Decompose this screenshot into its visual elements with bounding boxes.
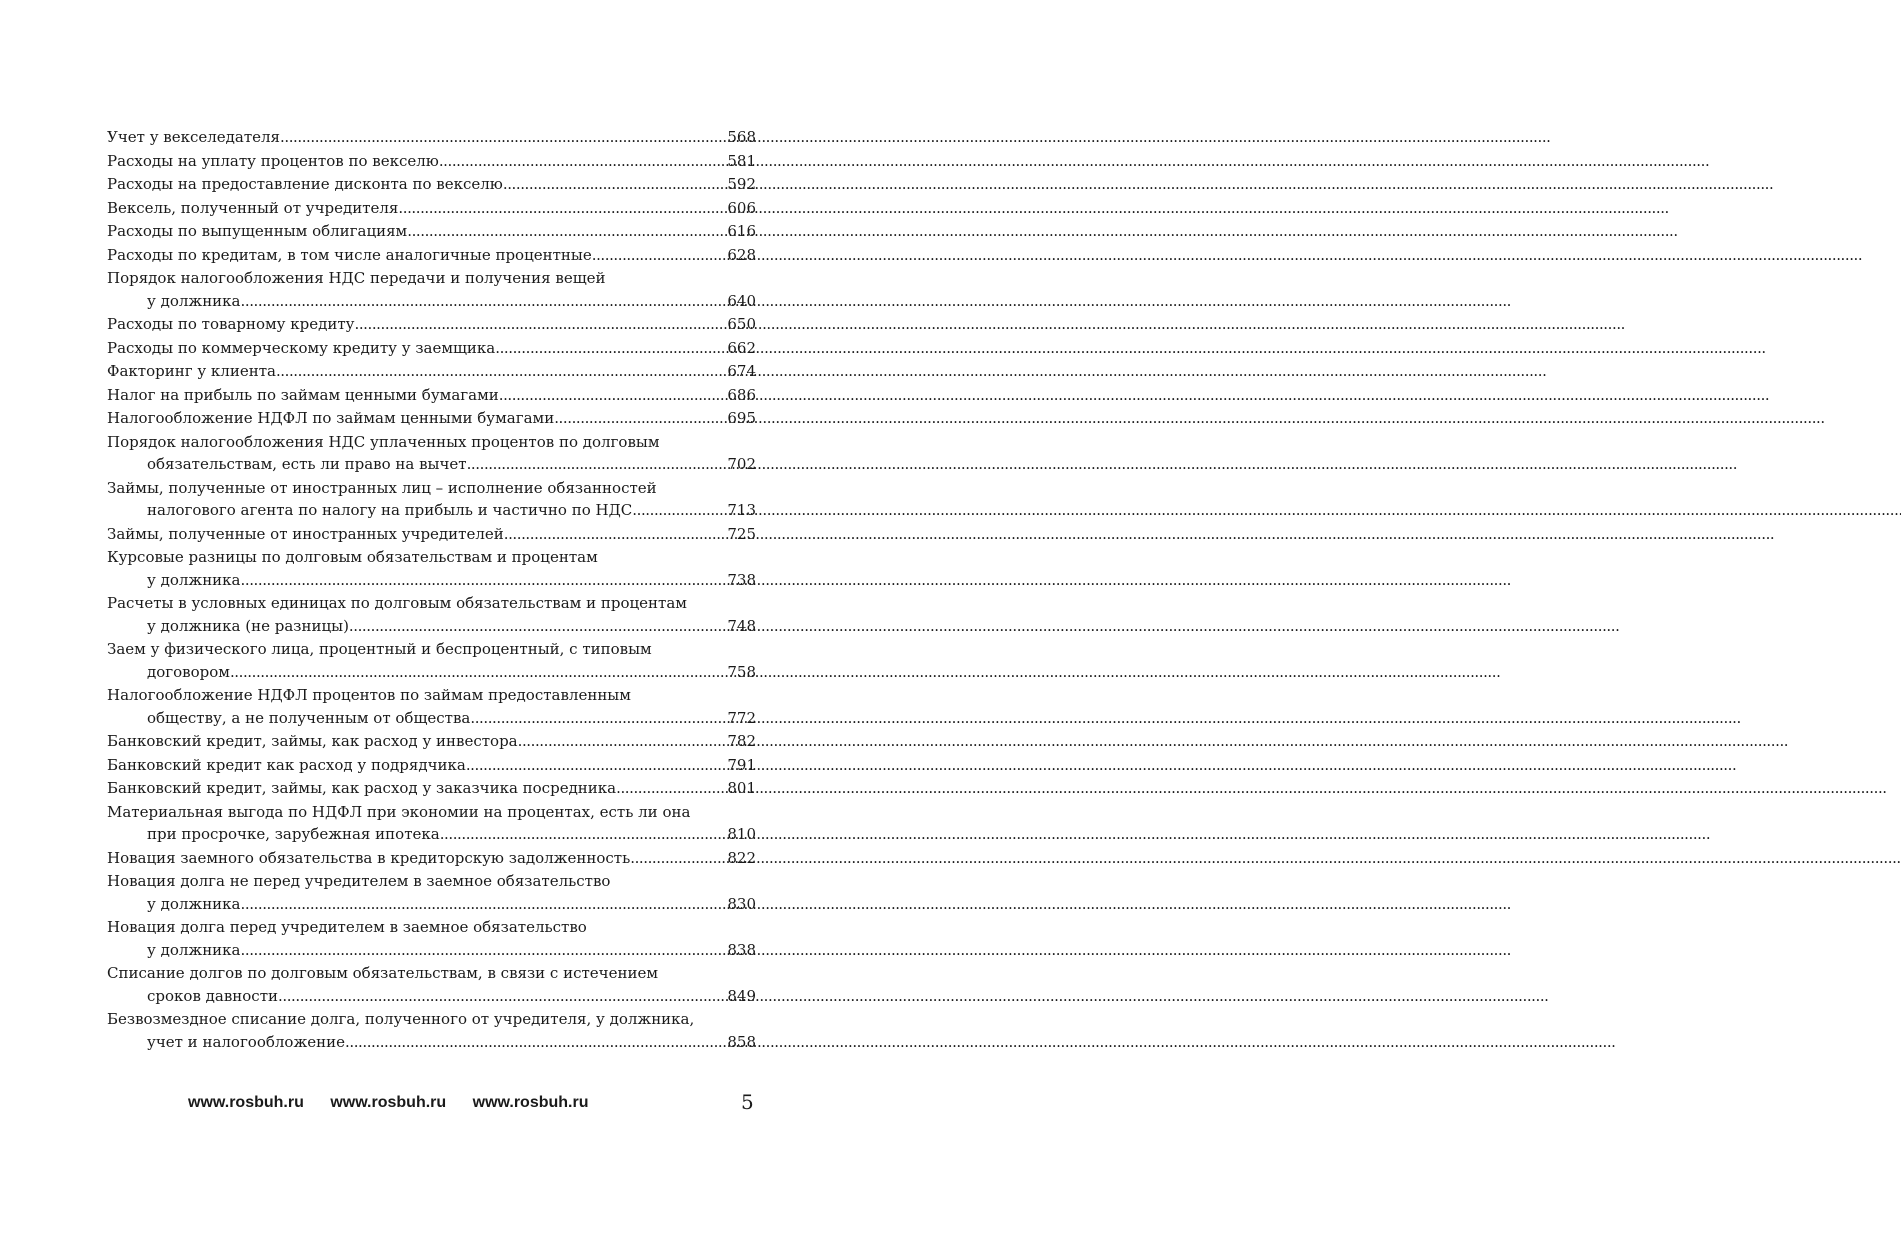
dot-leader bbox=[466, 754, 714, 777]
toc-page-number: 662 bbox=[727, 338, 756, 357]
toc-entry-title-line: Расходы по коммерческому кредиту у заемщика bbox=[107, 338, 496, 357]
toc-entry[interactable] bbox=[107, 126, 756, 149]
toc-entry-title-line: Новация долга не перед учредителем в заемное обязательство bbox=[107, 872, 611, 890]
toc-entry-row bbox=[107, 360, 756, 383]
toc-page-number: 606 bbox=[727, 198, 756, 217]
toc-entry-row bbox=[107, 407, 756, 430]
toc-entry[interactable] bbox=[107, 384, 756, 407]
toc-page-number: 674 bbox=[727, 362, 756, 380]
toc-entry-row bbox=[107, 615, 756, 638]
dot-leader bbox=[241, 569, 714, 592]
toc-entry-row bbox=[107, 847, 756, 870]
dot-leader bbox=[230, 661, 714, 684]
table-of-contents bbox=[107, 126, 756, 1054]
toc-entry[interactable] bbox=[107, 244, 756, 267]
toc-entry[interactable] bbox=[107, 638, 756, 683]
dot-leader bbox=[276, 360, 714, 383]
dot-leader bbox=[439, 150, 714, 173]
toc-page-number: 858 bbox=[727, 1032, 756, 1051]
dot-leader bbox=[241, 893, 714, 916]
toc-entry-title-line: договором bbox=[147, 662, 230, 681]
dot-leader bbox=[518, 730, 714, 753]
toc-page-number: 772 bbox=[727, 708, 756, 727]
toc-page-number: 748 bbox=[727, 616, 756, 635]
toc-entry[interactable] bbox=[107, 337, 756, 360]
dot-leader bbox=[407, 220, 714, 243]
toc-entry[interactable] bbox=[107, 916, 756, 961]
toc-entry-row bbox=[107, 499, 756, 522]
toc-entry-title-line: Порядок налогообложения НДС уплаченных процентов по долговым bbox=[107, 432, 660, 451]
toc-entry-title-line: у должника bbox=[147, 291, 241, 310]
toc-entry-row bbox=[107, 313, 756, 336]
toc-entry-title-line: Курсовые разницы по долговым обязательствам и процентам bbox=[107, 548, 598, 566]
toc-entry-title-line: Материальная выгода по НДФЛ при экономии на процентах, есть ли она bbox=[107, 802, 691, 821]
toc-entry[interactable] bbox=[107, 870, 756, 915]
toc-entry-title-line: Налогообложение НДФЛ процентов по займам предоставленным bbox=[107, 686, 631, 704]
toc-page-number: 702 bbox=[727, 455, 756, 473]
toc-page-number: 628 bbox=[727, 245, 756, 264]
toc-page-number: 738 bbox=[727, 570, 756, 589]
dot-leader bbox=[632, 499, 714, 522]
toc-entry-title-line: сроков давности bbox=[147, 986, 279, 1005]
toc-entry-row bbox=[107, 453, 756, 476]
toc-page-number: 838 bbox=[727, 940, 756, 959]
toc-entry[interactable] bbox=[107, 197, 756, 220]
toc-page-number: 801 bbox=[727, 779, 756, 797]
toc-entry-title-line: при просрочке, зарубежная ипотека bbox=[147, 825, 440, 843]
toc-entry[interactable] bbox=[107, 173, 756, 196]
footer-link[interactable]: www.rosbuh.ru bbox=[330, 1094, 447, 1111]
toc-entry-row bbox=[107, 985, 756, 1008]
toc-entry-row bbox=[107, 244, 756, 267]
toc-entry-row bbox=[107, 523, 756, 546]
dot-leader bbox=[616, 777, 714, 800]
dot-leader bbox=[278, 985, 714, 1008]
toc-page-number: 822 bbox=[727, 848, 756, 867]
toc-entry-row bbox=[107, 337, 756, 360]
dot-leader bbox=[470, 707, 714, 730]
toc-entry-row bbox=[107, 893, 756, 916]
toc-entry-title-line: Расходы по кредитам, в том числе аналогичные процентные bbox=[107, 245, 592, 264]
toc-entry-row bbox=[107, 126, 756, 149]
dot-leader bbox=[554, 407, 714, 430]
toc-entry-row bbox=[107, 661, 756, 684]
toc-entry-title-line: Расходы на предоставление дисконта по векселю bbox=[107, 175, 503, 193]
toc-entry-row bbox=[107, 730, 756, 753]
dot-leader bbox=[398, 197, 714, 220]
dot-leader bbox=[241, 939, 714, 962]
toc-page-number: 713 bbox=[727, 501, 756, 519]
dot-leader bbox=[241, 290, 714, 313]
toc-page-number: 782 bbox=[727, 732, 756, 750]
toc-entry[interactable] bbox=[107, 220, 756, 243]
footer-link[interactable]: www.rosbuh.ru bbox=[472, 1094, 589, 1111]
toc-entry[interactable] bbox=[107, 962, 756, 1007]
toc-entry-title-line: Порядок налогообложения НДС передачи и получения вещей bbox=[107, 269, 606, 287]
toc-entry-title-line: Списание долгов по долговым обязательствам, в связи с истечением bbox=[107, 964, 659, 982]
toc-entry-row bbox=[107, 150, 756, 173]
toc-entry-row bbox=[107, 707, 756, 730]
page-number: 5 bbox=[741, 1090, 754, 1114]
toc-entry-row bbox=[107, 197, 756, 220]
toc-entry-title-line: Новация долга перед учредителем в заемное обязательство bbox=[107, 918, 587, 936]
toc-entry-title-line: Налогообложение НДФЛ по займам ценными бумагами bbox=[107, 409, 555, 427]
toc-entry-title-line: учет и налогообложение bbox=[147, 1032, 346, 1051]
toc-entry-row bbox=[107, 1031, 756, 1054]
toc-page-number: 650 bbox=[727, 315, 756, 333]
toc-entry-title-line: Налог на прибыль по займам ценными бумагами bbox=[107, 385, 499, 404]
toc-page-number: 810 bbox=[727, 825, 756, 843]
toc-entry-title-line: Вексель, полученный от учредителя bbox=[107, 198, 399, 217]
toc-entry-title-line: Банковский кредит, займы, как расход у заказчика посредника bbox=[107, 779, 617, 797]
toc-entry[interactable] bbox=[107, 546, 756, 591]
footer-links bbox=[188, 1094, 610, 1112]
toc-entry-title-line: налогового агента по налогу на прибыль и частично по НДС bbox=[147, 501, 633, 519]
dot-leader bbox=[345, 1031, 714, 1054]
toc-entry-title-line: Расходы на уплату процентов по векселю bbox=[107, 151, 439, 170]
toc-entry[interactable] bbox=[107, 407, 756, 430]
toc-entry-row bbox=[107, 173, 756, 196]
toc-entry-title-line: Расходы по выпущенным облигациям bbox=[107, 222, 408, 240]
toc-entry-row bbox=[107, 754, 756, 777]
toc-entry-title-line: Расчеты в условных единицах по долговым обязательствам и процентам bbox=[107, 594, 687, 612]
toc-entry-title-line: Займы, полученные от иностранных учредителей bbox=[107, 524, 504, 543]
toc-entry[interactable] bbox=[107, 730, 756, 753]
toc-entry[interactable] bbox=[107, 847, 756, 870]
toc-entry[interactable] bbox=[107, 684, 756, 729]
dot-leader bbox=[349, 615, 714, 638]
toc-entry[interactable] bbox=[107, 1008, 756, 1053]
toc-entry-title-line: Новация заемного обязательства в кредиторскую задолженность bbox=[107, 848, 631, 867]
toc-page-number: 616 bbox=[727, 222, 756, 240]
dot-leader bbox=[280, 126, 714, 149]
toc-entry-title-line: обязательствам, есть ли право на вычет bbox=[147, 455, 467, 473]
toc-entry-title-line: у должника bbox=[147, 570, 241, 589]
toc-page-number: 686 bbox=[727, 385, 756, 404]
toc-page-number: 725 bbox=[727, 524, 756, 543]
dot-leader bbox=[355, 313, 715, 336]
toc-entry-title-line: Безвозмездное списание долга, полученного от учредителя, у должника, bbox=[107, 1010, 695, 1028]
toc-entry[interactable] bbox=[107, 754, 756, 777]
toc-page-number: 581 bbox=[727, 151, 756, 170]
toc-entry-title-line: Учет у векселедателя bbox=[107, 128, 281, 146]
toc-entry-title-line: у должника bbox=[147, 940, 241, 959]
dot-leader bbox=[467, 453, 714, 476]
dot-leader bbox=[499, 384, 714, 407]
toc-page-number: 568 bbox=[727, 128, 756, 146]
dot-leader bbox=[503, 173, 714, 196]
dot-leader bbox=[495, 337, 714, 360]
toc-entry[interactable] bbox=[107, 592, 756, 637]
toc-entry-row bbox=[107, 777, 756, 800]
footer-link[interactable]: www.rosbuh.ru bbox=[188, 1094, 304, 1111]
toc-page-number: 849 bbox=[727, 986, 756, 1005]
toc-entry-title-line: Банковский кредит, займы, как расход у инвестора bbox=[107, 732, 518, 750]
toc-entry-title-line: у должника (не разницы) bbox=[147, 616, 349, 635]
toc-page-number: 830 bbox=[727, 894, 756, 913]
toc-entry-row bbox=[107, 220, 756, 243]
dot-leader bbox=[592, 244, 714, 267]
toc-entry-row bbox=[107, 290, 756, 313]
dot-leader bbox=[504, 523, 714, 546]
toc-page-number: 791 bbox=[727, 755, 756, 774]
toc-page-number: 695 bbox=[727, 409, 756, 427]
toc-entry[interactable] bbox=[107, 267, 756, 312]
toc-entry-row bbox=[107, 823, 756, 846]
dot-leader bbox=[630, 847, 714, 870]
toc-entry[interactable] bbox=[107, 777, 756, 800]
toc-entry[interactable] bbox=[107, 150, 756, 173]
toc-entry-row bbox=[107, 384, 756, 407]
toc-entry-row bbox=[107, 939, 756, 962]
toc-entry-row bbox=[107, 569, 756, 592]
toc-page-number: 758 bbox=[727, 662, 756, 681]
toc-entry-title-line: Займы, полученные от иностранных лиц – исполнение обязанностей bbox=[107, 478, 657, 497]
toc-entry[interactable] bbox=[107, 313, 756, 336]
dot-leader bbox=[440, 823, 714, 846]
toc-page-number: 640 bbox=[727, 291, 756, 310]
toc-entry[interactable] bbox=[107, 431, 756, 476]
toc-entry-title-line: обществу, а не полученным от общества bbox=[147, 708, 471, 727]
toc-entry-title-line: Расходы по товарному кредиту bbox=[107, 315, 355, 333]
toc-entry[interactable] bbox=[107, 477, 756, 522]
toc-page-number: 592 bbox=[727, 175, 756, 193]
toc-entry[interactable] bbox=[107, 360, 756, 383]
toc-entry[interactable] bbox=[107, 523, 756, 546]
toc-entry-title-line: Банковский кредит как расход у подрядчика bbox=[107, 755, 466, 774]
toc-entry-title-line: у должника bbox=[147, 894, 241, 913]
toc-entry-title-line: Факторинг у клиента bbox=[107, 362, 276, 380]
toc-entry[interactable] bbox=[107, 801, 756, 846]
toc-entry-title-line: Заем у физического лица, процентный и беспроцентный, с типовым bbox=[107, 640, 652, 658]
